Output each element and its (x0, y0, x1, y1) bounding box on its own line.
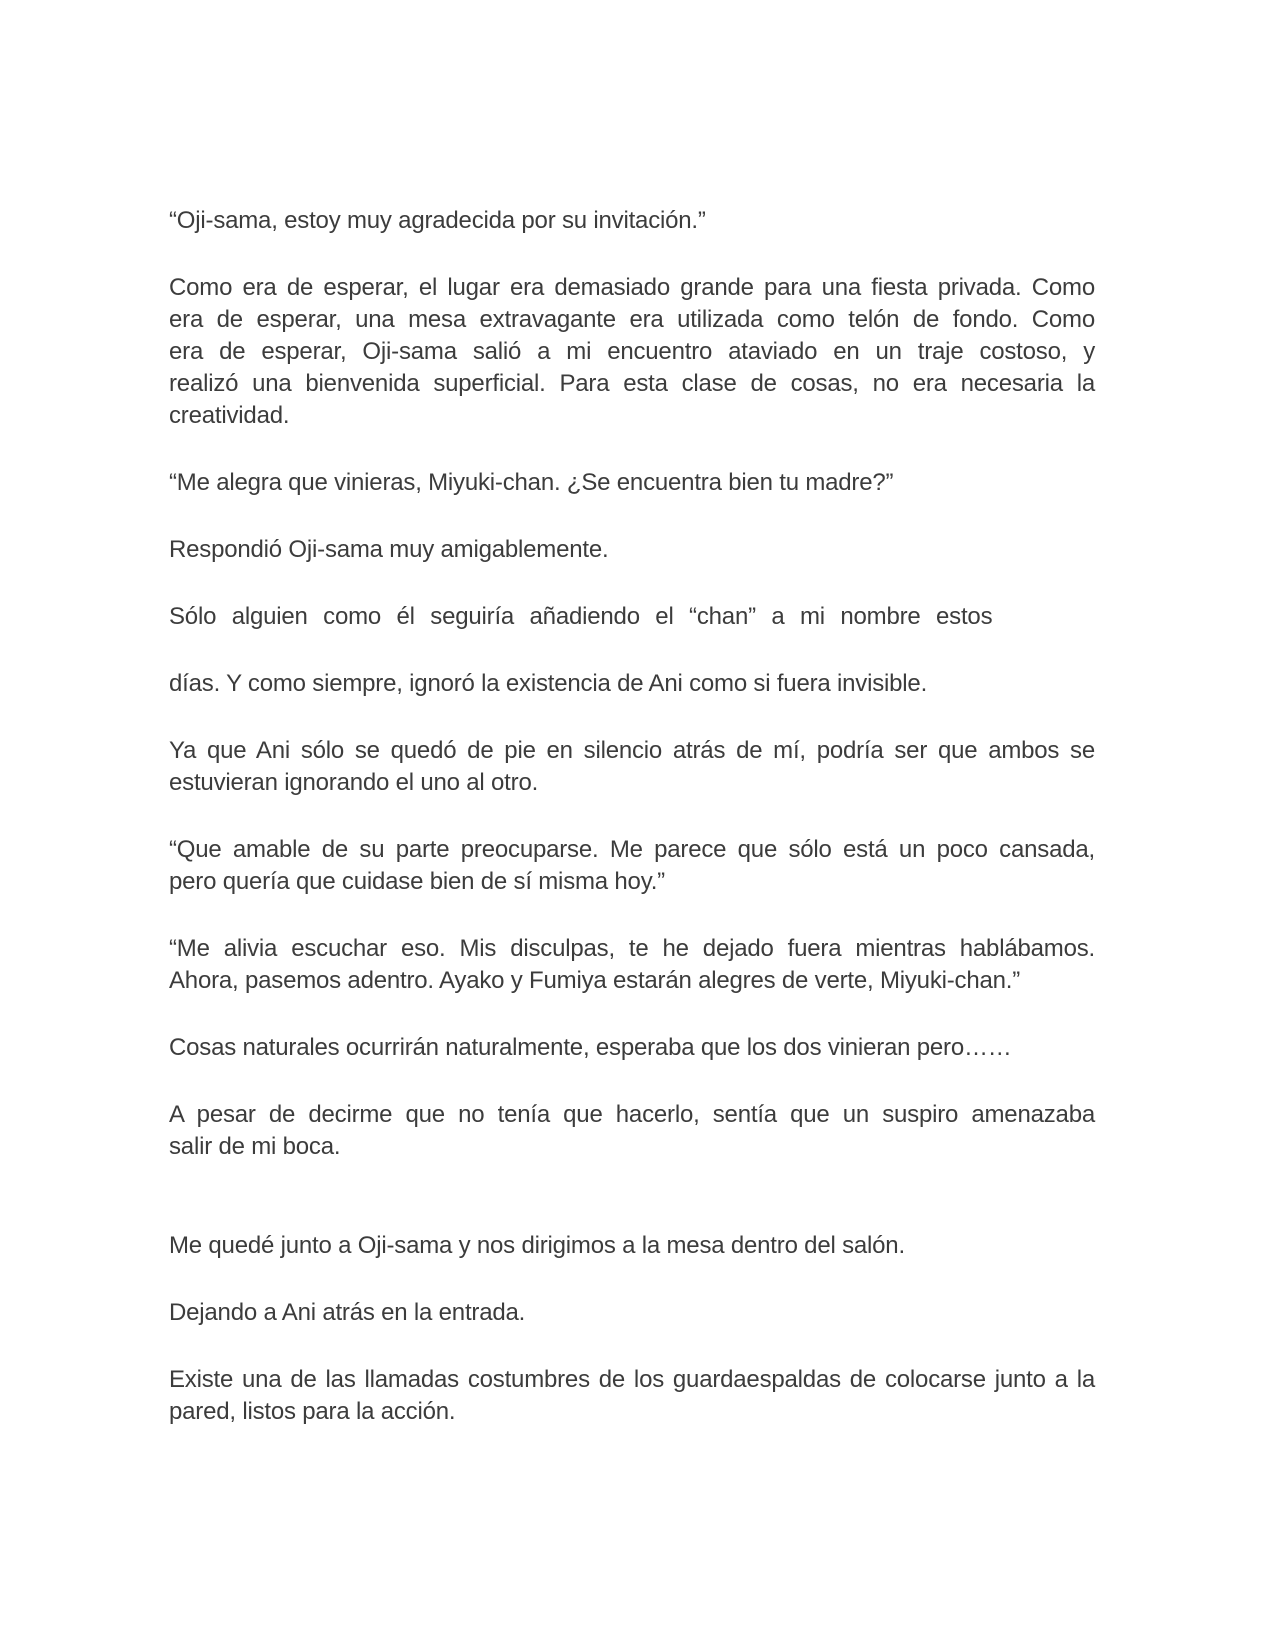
text-line: era de esperar, una mesa extravagante era utilizada como telón de fondo. Como (169, 306, 1095, 333)
text-line: Sólo alguien como él seguiría añadiendo el “chan” a mi nombre estos (169, 603, 993, 630)
text-line: salir de mi boca. (169, 1133, 341, 1160)
paragraph (169, 1297, 1095, 1329)
paragraph (169, 668, 1095, 700)
text-line: A pesar de decirme que no tenía que hacerlo, sentía que un suspiro amenazaba (169, 1101, 1095, 1128)
text-line: realizó una bienvenida superficial. Para esta clase de cosas, no era necesaria la (169, 370, 1095, 397)
text-line: estuvieran ignorando el uno al otro. (169, 769, 539, 796)
text-line: “Oji-sama, estoy muy agradecida por su invitación.” (169, 207, 706, 234)
text-line: Ya que Ani sólo se quedó de pie en silencio atrás de mí, podría ser que ambos se (169, 737, 1095, 764)
text-line: pero quería que cuidase bien de sí misma hoy.” (169, 868, 665, 895)
text-line: “Me alivia escuchar eso. Mis disculpas, te he dejado fuera mientras hablábamos. (169, 935, 1095, 962)
text-line: era de esperar, Oji-sama salió a mi encuentro ataviado en un traje costoso, y (169, 338, 1095, 365)
paragraph (169, 467, 1095, 499)
paragraph (169, 534, 1095, 566)
text-line: días. Y como siempre, ignoró la existencia de Ani como si fuera invisible. (169, 670, 928, 697)
text-line: Como era de esperar, el lugar era demasiado grande para una fiesta privada. Como (169, 274, 1095, 301)
paragraph (169, 1099, 1095, 1163)
text-line: “Que amable de su parte preocuparse. Me parece que sólo está un poco cansada, (169, 836, 1095, 863)
paragraph (169, 205, 1095, 237)
text-line: creatividad. (169, 402, 290, 429)
paragraph (169, 834, 1095, 898)
text-line: Ahora, pasemos adentro. Ayako y Fumiya estarán alegres de verte, Miyuki-chan.” (169, 967, 1021, 994)
text-line: Respondió Oji-sama muy amigablemente. (169, 536, 609, 563)
text-line: Me quedé junto a Oji-sama y nos dirigimos a la mesa dentro del salón. (169, 1232, 905, 1259)
text-line: Dejando a Ani atrás en la entrada. (169, 1299, 526, 1326)
paragraph (169, 272, 1095, 432)
paragraph (169, 1230, 1095, 1262)
paragraph (169, 1032, 1095, 1064)
text-line: Cosas naturales ocurrirán naturalmente, esperaba que los dos vinieran pero…… (169, 1034, 1012, 1061)
paragraph (169, 1364, 1095, 1428)
text-line: “Me alegra que vinieras, Miyuki-chan. ¿Se encuentra bien tu madre?” (169, 469, 894, 496)
paragraph (169, 933, 1095, 997)
paragraph (169, 735, 1095, 799)
text-column (169, 205, 1095, 1463)
text-line: pared, listos para la acción. (169, 1398, 456, 1425)
paragraph (169, 601, 1095, 633)
text-line: Existe una de las llamadas costumbres de los guardaespaldas de colocarse junto a la (169, 1366, 1095, 1393)
